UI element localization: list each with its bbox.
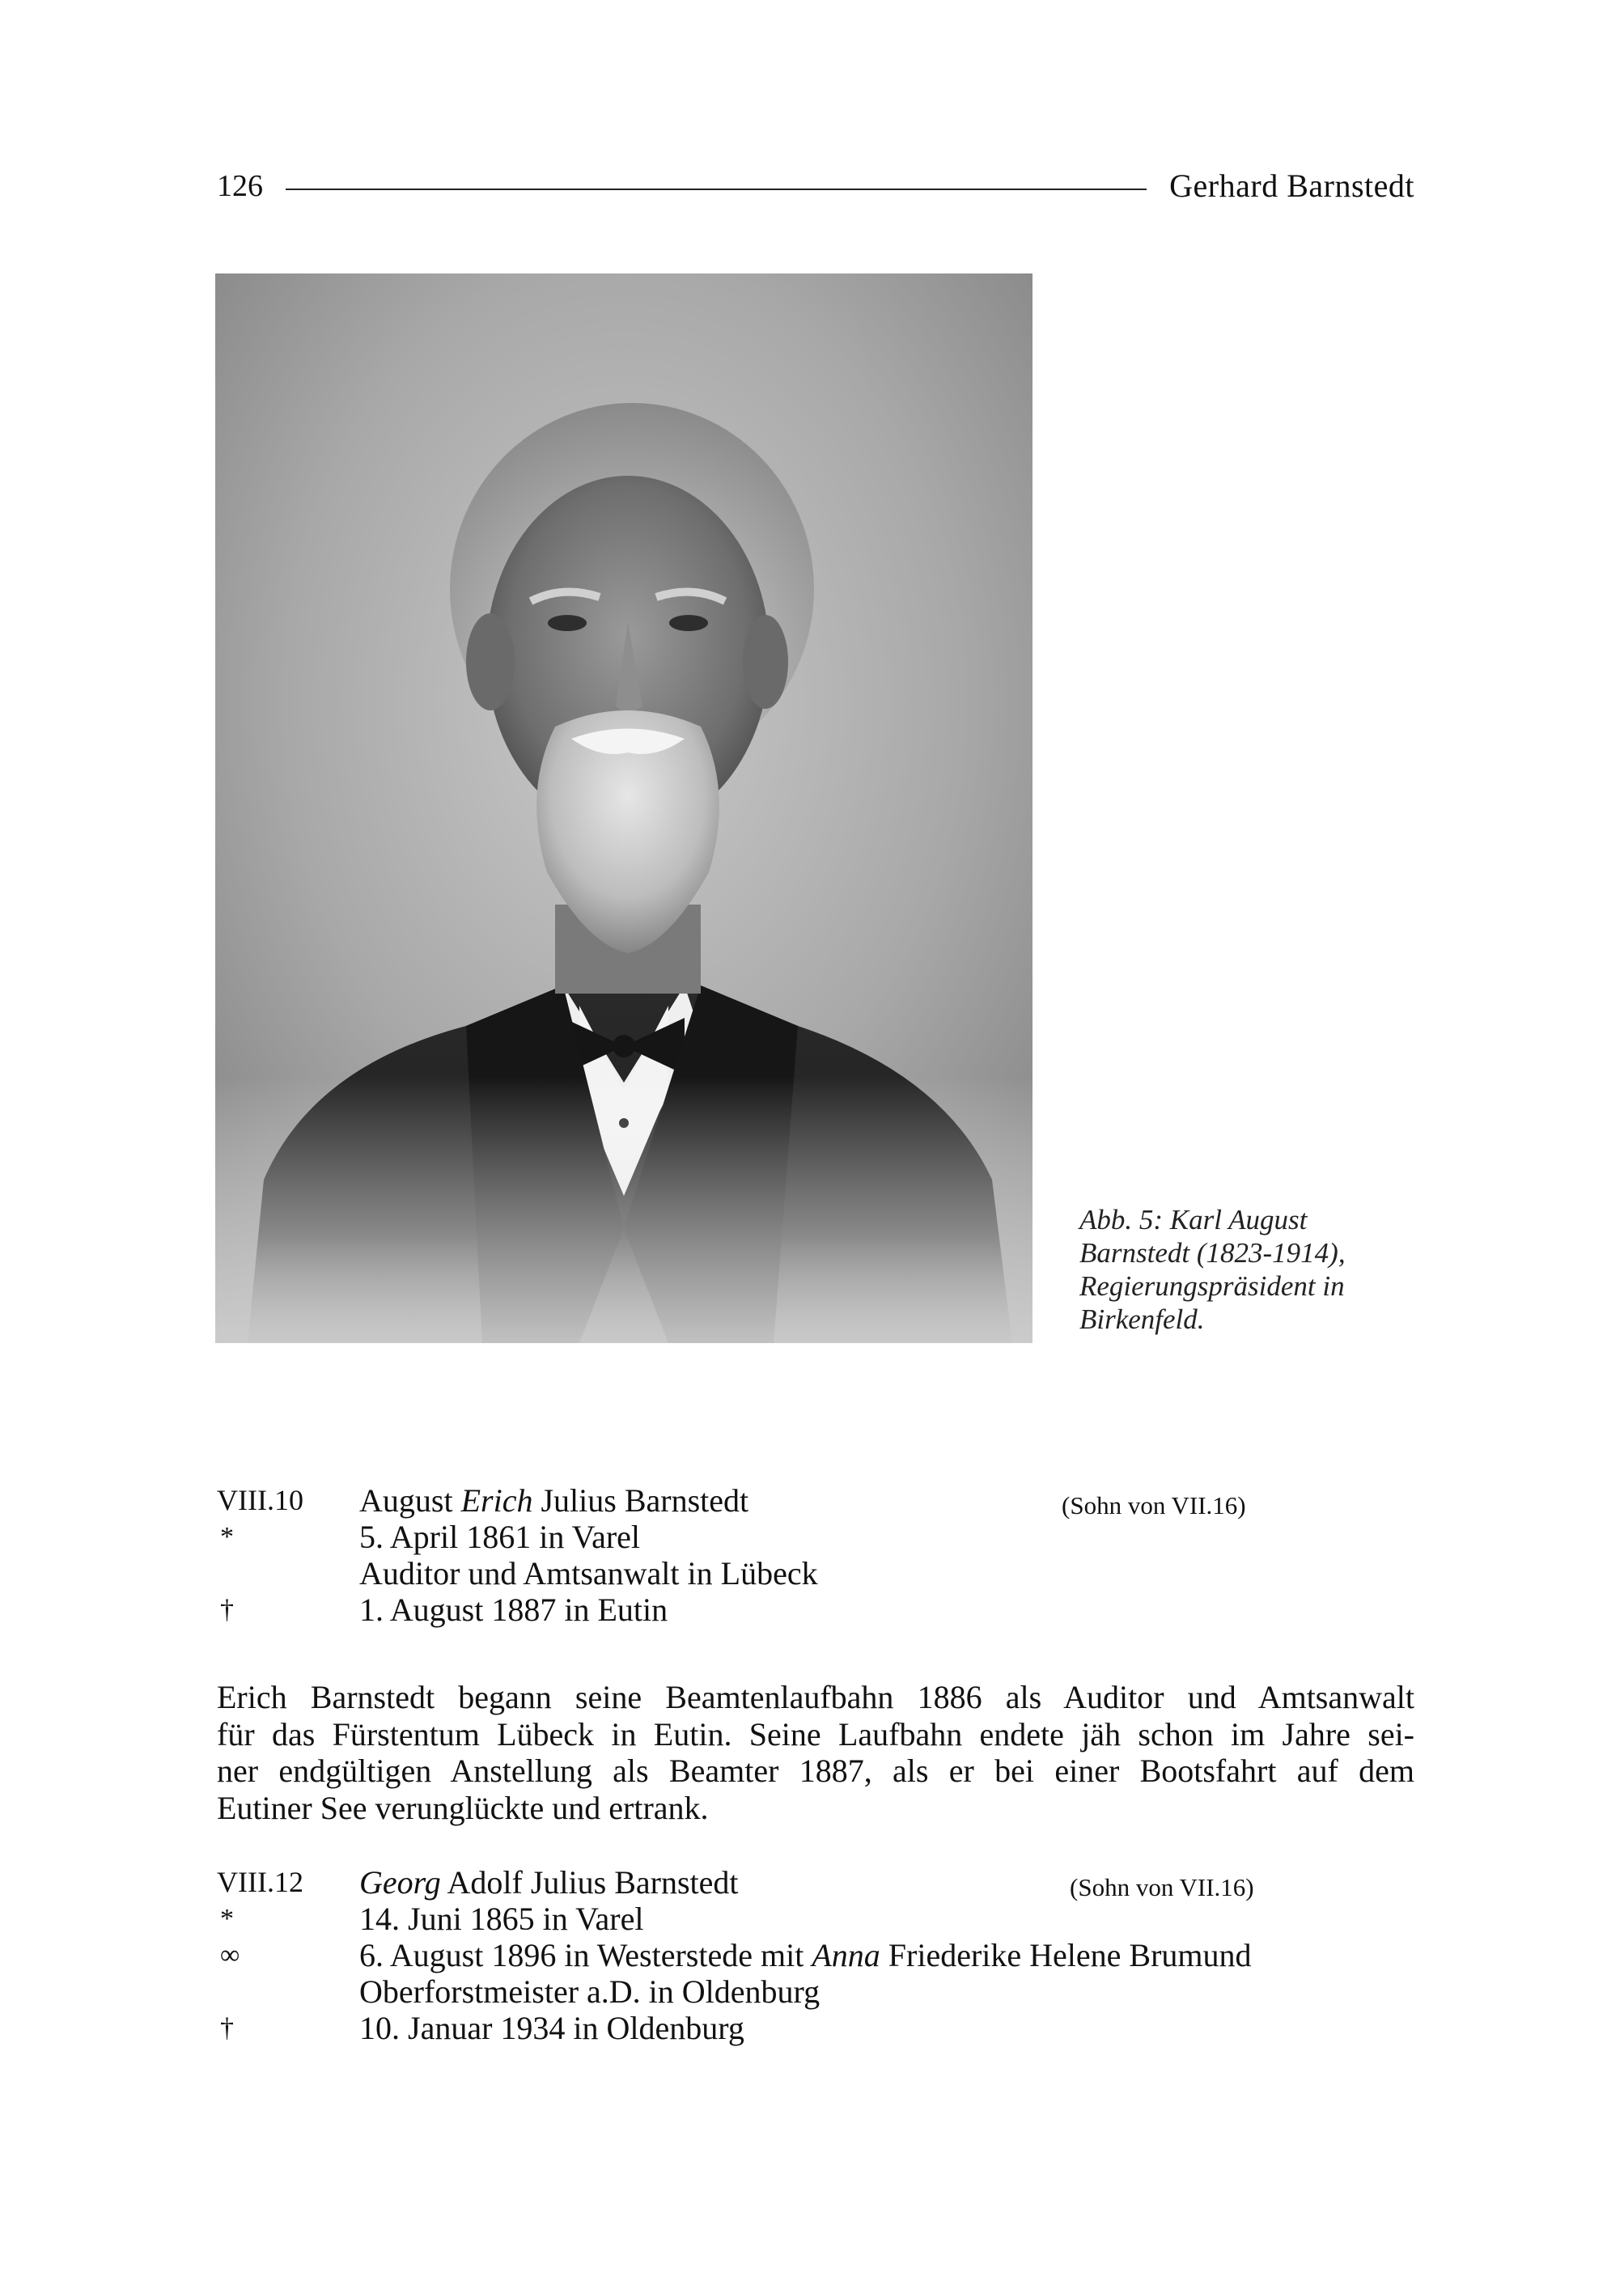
paragraph-line: ner endgültigen Anstellung als Beamter 1887, als er bei einer Bootsfahrt auf dem [217, 1753, 1414, 1789]
entry-name [359, 1864, 739, 1901]
paragraph-line: Eutiner See verunglückte und ertrank. [217, 1789, 709, 1826]
entry-row-text [359, 1937, 1252, 1973]
entry-name-italic: Georg [359, 1864, 441, 1901]
running-header-author: Gerhard Barnstedt [1169, 167, 1414, 204]
entry-row-text-part: Friederike Helene Brumund [880, 1937, 1252, 1973]
spouse-name-italic: Anna [812, 1937, 880, 1973]
caption-line: Regierungspräsident in [1079, 1269, 1345, 1302]
entry-row-text: Oberforstmeister a.D. in Oldenburg [359, 1973, 820, 2010]
body-paragraph [217, 1679, 1414, 1826]
entry-name-part: August [359, 1482, 461, 1519]
genealogy-entry [217, 1482, 1414, 1628]
entry-row-text: Auditor und Amtsanwalt in Lübeck [359, 1555, 818, 1592]
paragraph-line: für das Fürstentum Lübeck in Eutin. Seine Laufbahn endete jäh schon im Jahre sei- [217, 1715, 1414, 1753]
paragraph-line: Erich Barnstedt begann seine Beamtenlaufbahn 1886 als Auditor und Amtsanwalt [217, 1679, 1414, 1715]
entry-row [217, 1973, 1414, 2010]
entry-row-text: 1. August 1887 in Eutin [359, 1592, 668, 1628]
entry-name-part: Adolf Julius Barnstedt [440, 1864, 739, 1901]
entry-row [217, 1592, 1414, 1628]
caption-line: Barnstedt (1823-1914), [1079, 1236, 1346, 1269]
birth-symbol: * [220, 1904, 234, 1934]
entry-heading-row [217, 1482, 1414, 1519]
page-number: 126 [217, 169, 263, 203]
entry-name-italic: Erich [460, 1482, 533, 1519]
birth-symbol: * [220, 1522, 234, 1552]
death-symbol: † [220, 1595, 234, 1625]
entry-row-text: 10. Januar 1934 in Oldenburg [359, 2010, 744, 2046]
entry-row [217, 1901, 1414, 1937]
entry-name [359, 1482, 748, 1519]
entry-heading-row [217, 1864, 1414, 1901]
entry-parent-reference: (Sohn von VII.16) [1062, 1491, 1246, 1519]
figure-caption [1079, 1204, 1419, 1337]
entry-row [217, 2010, 1414, 2046]
entry-row-text: 5. April 1861 in Varel [359, 1519, 641, 1555]
entry-row [217, 1937, 1414, 1973]
caption-line: Birkenfeld. [1079, 1303, 1205, 1335]
entry-code: VIII.12 [217, 1866, 303, 1898]
header-rule [286, 189, 1147, 190]
marriage-symbol: ∞ [220, 1940, 240, 1970]
entry-row-text-part: 6. August 1896 in Westerstede mit [359, 1937, 812, 1973]
entry-code: VIII.10 [217, 1484, 303, 1516]
death-symbol: † [220, 2013, 234, 2043]
entry-row-text: 14. Juni 1865 in Varel [359, 1901, 644, 1937]
genealogy-entry [217, 1864, 1414, 2046]
running-header [217, 162, 1414, 210]
entry-name-part: Julius Barnstedt [532, 1482, 749, 1519]
entry-parent-reference: (Sohn von VII.16) [1070, 1873, 1254, 1901]
caption-line: Abb. 5: Karl August [1079, 1204, 1308, 1236]
entry-row [217, 1555, 1414, 1592]
portrait-photograph [215, 273, 1032, 1343]
entry-row [217, 1519, 1414, 1555]
